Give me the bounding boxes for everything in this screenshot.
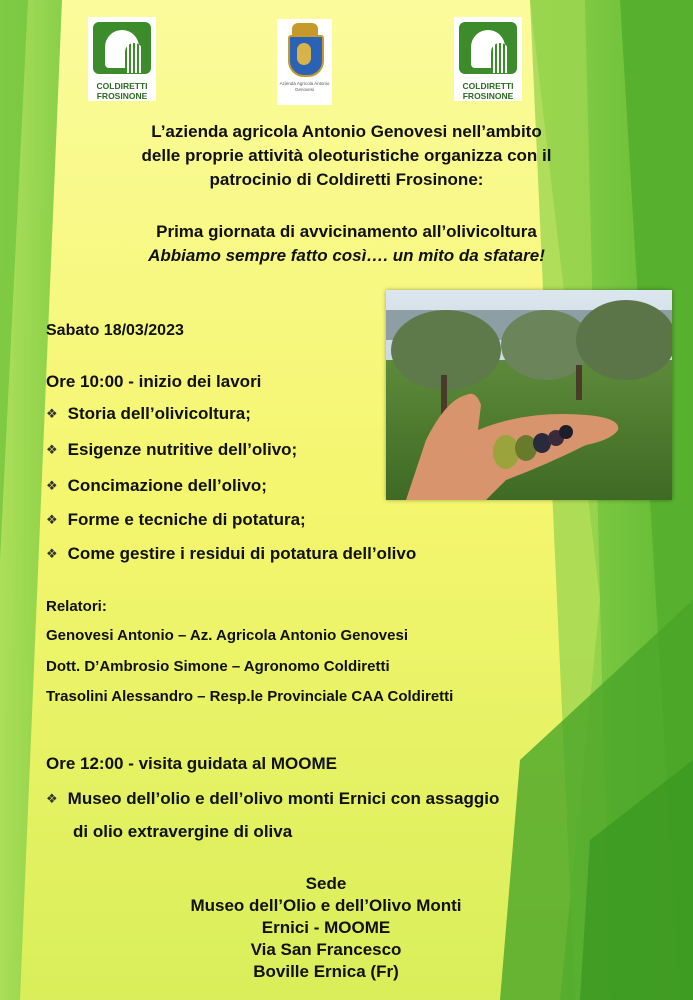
- intro-line: patrocinio di Coldiretti Frosinone:: [209, 170, 484, 189]
- diamond-bullet-icon: ❖: [46, 546, 58, 561]
- venue-line: Ernici - MOOME: [261, 918, 391, 937]
- session2-line: ❖ Museo dell’olio e dell’olivo monti Ernici con assaggio: [46, 789, 500, 808]
- venue-line: Boville Ernica (Fr): [253, 962, 399, 981]
- logo-left-label: COLDIRETTI FROSINONE: [96, 81, 148, 101]
- speaker-item: Dott. D’Ambrosio Simone – Agronomo Coldiretti: [46, 658, 390, 675]
- azienda-crest-logo: [277, 19, 332, 105]
- topic-item: ❖ Esigenze nutritive dell’olivo;: [46, 440, 298, 459]
- speaker-item: Trasolini Alessandro – Resp.le Provinciale CAA Coldiretti: [46, 688, 454, 705]
- logo-right-label: COLDIRETTI FROSINONE: [462, 81, 514, 101]
- event-date: Sabato 18/03/2023: [46, 322, 184, 339]
- wheat-sheaf-icon: [125, 43, 143, 73]
- speakers-heading: Relatori:: [46, 598, 107, 615]
- session2-title: Ore 12:00 - visita guidata al MOOME: [46, 754, 337, 773]
- crown-icon: [292, 23, 318, 35]
- diamond-bullet-icon: ❖: [46, 791, 58, 806]
- venue-heading: Sede: [305, 874, 347, 893]
- diamond-bullet-icon: ❖: [46, 406, 58, 421]
- topic-item: ❖ Storia dell’olivicoltura;: [46, 404, 251, 423]
- topic-item: ❖ Forme e tecniche di potatura;: [46, 510, 306, 529]
- venue-line: Via San Francesco: [250, 940, 402, 959]
- session2-line: di olio extravergine di oliva: [73, 822, 293, 841]
- diamond-bullet-icon: ❖: [46, 442, 58, 457]
- topic-item: ❖ Concimazione dell’olivo;: [46, 476, 267, 495]
- coldiretti-logo-right: [454, 17, 522, 101]
- wheat-sheaf-icon: [491, 43, 509, 73]
- event-tagline: Abbiamo sempre fatto così…. un mito da sfatare!: [148, 246, 545, 265]
- intro-line: L’azienda agricola Antonio Genovesi nell’ambito: [151, 122, 542, 141]
- topic-item: ❖ Come gestire i residui di potatura dell’olivo: [46, 544, 417, 563]
- crest-caption: Azienda Agricola Antonio Genovesi: [279, 81, 330, 92]
- intro-line: delle proprie attività oleoturistiche organizza con il: [141, 146, 552, 165]
- venue-line: Museo dell’Olio e dell’Olivo Monti: [190, 896, 462, 915]
- olive-grove-photo: [386, 290, 672, 500]
- event-headline: Prima giornata di avvicinamento all’olivicoltura: [156, 222, 537, 241]
- diamond-bullet-icon: ❖: [46, 512, 58, 527]
- speaker-item: Genovesi Antonio – Az. Agricola Antonio Genovesi: [46, 627, 408, 644]
- session1-title: Ore 10:00 - inizio dei lavori: [46, 372, 262, 391]
- diamond-bullet-icon: ❖: [46, 478, 58, 493]
- coldiretti-logo-left: [88, 17, 156, 101]
